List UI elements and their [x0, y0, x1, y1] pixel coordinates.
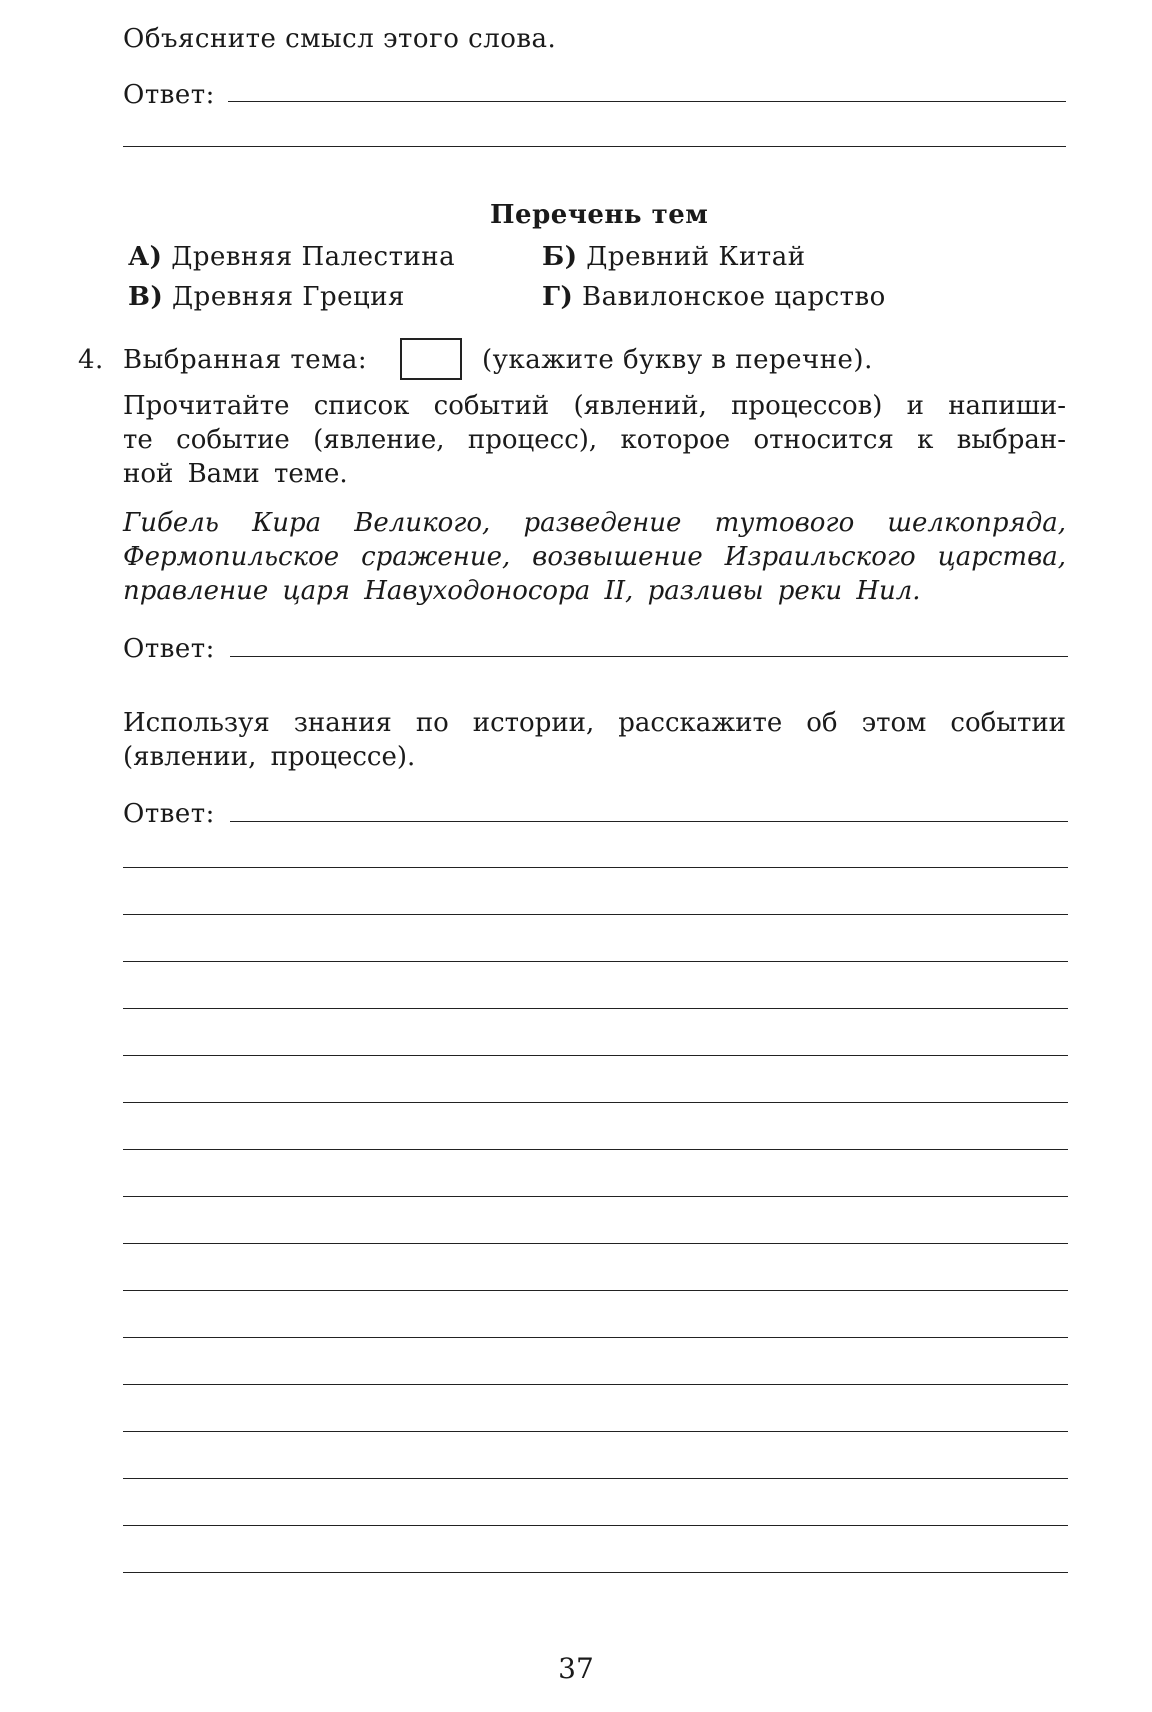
topic-d-letter: Г) [542, 282, 574, 312]
answer-line-story-15[interactable] [123, 1478, 1068, 1479]
tell-line-1: Используя знания по истории, расскажите об этом событии [123, 708, 1066, 738]
tell-line-2: (явлении, процессе). [123, 742, 416, 772]
tell-prompt [123, 706, 1066, 774]
topic-a-letter: А) [128, 242, 163, 272]
chosen-topic-label: Выбранная тема: [123, 345, 368, 375]
answer-line-story-5[interactable] [123, 1008, 1068, 1009]
topics-heading: Перечень тем [490, 200, 709, 230]
topic-d-name: Вавилонское царство [582, 282, 886, 312]
chosen-topic-box[interactable] [400, 338, 462, 380]
answer-line-story-8[interactable] [123, 1149, 1068, 1150]
events-line-1: Гибель Кира Великого, разведение тутового шелкопряда, [123, 508, 1066, 538]
answer-line-story-11[interactable] [123, 1290, 1068, 1291]
events-line-3: правление царя Навуходоносора II, разливы реки Нил. [123, 576, 921, 606]
answer-line-story-9[interactable] [123, 1196, 1068, 1197]
answer-line-event[interactable] [230, 656, 1068, 657]
task-number: 4. [78, 345, 104, 375]
topic-a-name: Древняя Палестина [171, 242, 456, 272]
topic-b [542, 240, 806, 274]
answer-line-task3-2[interactable] [123, 146, 1066, 147]
answer-line-story-16[interactable] [123, 1525, 1068, 1526]
events-line-2: Фермопильское сражение, возвышение Израильского царства, [123, 542, 1066, 572]
answer-line-story-2[interactable] [123, 867, 1068, 868]
topic-b-name: Древний Китай [586, 242, 806, 272]
topic-c-letter: В) [128, 282, 164, 312]
answer-label-story: Ответ: [123, 799, 215, 829]
topic-b-letter: Б) [542, 242, 578, 272]
answer-line-story-6[interactable] [123, 1055, 1068, 1056]
chosen-topic-hint: (укажите букву в перечне). [482, 345, 873, 375]
answer-line-story-4[interactable] [123, 961, 1068, 962]
topic-d [542, 280, 886, 314]
events-list [123, 506, 1066, 608]
instruction-line-2: те событие (явление, процесс), которое относится к выбран- [123, 425, 1066, 455]
topic-a [128, 240, 455, 274]
answer-line-story-7[interactable] [123, 1102, 1068, 1103]
answer-line-story-14[interactable] [123, 1431, 1068, 1432]
topic-c [128, 280, 405, 314]
instruction-paragraph [123, 389, 1066, 491]
page-number: 37 [558, 1652, 594, 1685]
answer-line-story-10[interactable] [123, 1243, 1068, 1244]
answer-line-task3-1[interactable] [228, 101, 1066, 102]
instruction-line-3: ной Вами теме. [123, 459, 348, 489]
explain-prompt: Объясните смысл этого слова. [123, 24, 557, 54]
answer-line-story-1[interactable] [230, 821, 1068, 822]
instruction-line-1: Прочитайте список событий (явлений, процессов) и напиши- [123, 391, 1066, 421]
answer-line-story-3[interactable] [123, 914, 1068, 915]
answer-line-story-13[interactable] [123, 1384, 1068, 1385]
answer-label-event: Ответ: [123, 634, 215, 664]
answer-label-task3: Ответ: [123, 80, 215, 110]
answer-line-story-17[interactable] [123, 1572, 1068, 1573]
topic-c-name: Древняя Греция [172, 282, 405, 312]
answer-line-story-12[interactable] [123, 1337, 1068, 1338]
